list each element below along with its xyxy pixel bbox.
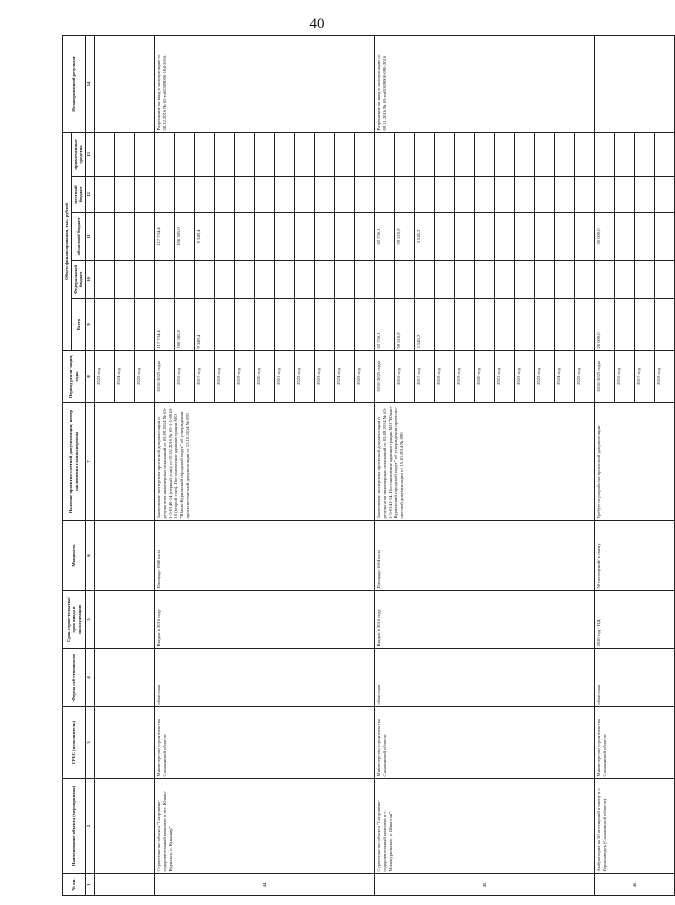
priv-cell [595, 132, 615, 176]
period-cell: 2023 год [95, 351, 115, 403]
mest-cell [235, 177, 255, 213]
period-cell: 2016-2025 годы [375, 351, 395, 403]
period-cell: 2019 год [235, 351, 255, 403]
object-power: Площадь-1940 кв.м [155, 521, 375, 591]
period-cell: 2016 год [175, 351, 195, 403]
fed-cell [635, 261, 655, 299]
object-result [595, 35, 675, 132]
object-documentation: Заключение экспертизы проектной документации и результатов инженерных изысканий от 03.09.2014 № 65-1-5-0141-14. Постановление администрации МО "Южно-Курильский городской округ" об утверждении проектно-сметной документации от 15.10.2014 № 890 [375, 403, 595, 521]
obl-cell: 108 385,0 [175, 213, 195, 261]
mest-cell [515, 177, 535, 213]
period-cell: 2021 год [275, 351, 295, 403]
object-name: Строительство объекта "Спортивно-оздоровительный комплекс в пгт. Южно-Курильск, о. Кунашир" [155, 779, 375, 874]
period-cell: 2025 год [355, 351, 375, 403]
object-documentation: Заключение экспертизы проектной документации и результатов инженерных изысканий от 05.09.2014 № 65-1-5-0140-14 (первый этап), от 01.02.2016 № 65-1-1-0018-16 (второй этап). Постановление администрации МО "Южно-Курильский городской округ" об утверждении проектно-сметной документации от 15.10.2014 № 891 [155, 403, 375, 521]
total-cell [635, 299, 655, 351]
mest-cell [155, 177, 175, 213]
total-cell [515, 299, 535, 351]
header-doc: Наличие проектно-сметной документации, номер заключения главэкспертизы [63, 403, 86, 521]
obl-cell: 9 349,4 [195, 213, 215, 261]
period-cell: 2025 год [135, 351, 155, 403]
obl-cell: 117 734,4 [155, 213, 175, 261]
fed-cell [595, 261, 615, 299]
total-cell [655, 299, 675, 351]
mest-cell [435, 177, 455, 213]
priv-cell [355, 132, 375, 176]
mest-cell [415, 177, 435, 213]
priv-cell [655, 132, 675, 176]
period-cell: 2024 год [555, 351, 575, 403]
object-power: Площадь-1664 кв.м [375, 521, 595, 591]
fed-cell [375, 261, 395, 299]
fed-cell [535, 261, 555, 299]
total-cell: 62 756,1 [375, 299, 395, 351]
object-grbs: Министерство строительства Сахалинской области [155, 707, 375, 779]
obl-cell [475, 213, 495, 261]
mest-cell [195, 177, 215, 213]
obl-cell [295, 213, 315, 261]
total-cell [315, 299, 335, 351]
fed-cell [275, 261, 295, 299]
fed-cell [215, 261, 235, 299]
header-row-1 [63, 35, 72, 895]
financing-table [62, 35, 675, 896]
priv-cell [535, 132, 555, 176]
priv-cell [235, 132, 255, 176]
period-cell: 2020 год [475, 351, 495, 403]
period-cell: 2024 год [115, 351, 135, 403]
total-cell [235, 299, 255, 351]
period-cell: 2017 год [415, 351, 435, 403]
header-result: Незавершенный результат [63, 35, 86, 132]
table-row [155, 35, 175, 895]
mest-cell [575, 177, 595, 213]
total-cell: 3 545,2 [415, 299, 435, 351]
obl-cell [235, 213, 255, 261]
fed-cell [175, 261, 195, 299]
col-num: 8 [86, 351, 95, 403]
obl-cell [535, 213, 555, 261]
rotated-table-wrapper [62, 36, 662, 896]
header-power: Мощность [63, 521, 86, 591]
obl-cell [575, 213, 595, 261]
table-row [375, 35, 395, 895]
col-num: 4 [86, 649, 95, 707]
period-cell: 2016-2025 годы [155, 351, 175, 403]
object-name: Амбулатория на 50 посещений в смену в г. Горнозаводск (Сахалинской области) [595, 779, 675, 874]
header-fed: Федеральный бюджет [71, 261, 85, 299]
priv-cell [495, 132, 515, 176]
obl-cell [315, 213, 335, 261]
obl-cell [355, 213, 375, 261]
priv-cell [155, 132, 175, 176]
obl-cell: 20 000,0 [595, 213, 615, 261]
mest-cell [335, 177, 355, 213]
fed-cell [575, 261, 595, 299]
priv-cell [395, 132, 415, 176]
obl-cell [615, 213, 635, 261]
object-result: Разрешение на ввод в эксплуатацию от 09.11.2016 № 65-ru65309000-090-2016 [375, 35, 595, 132]
object-form: областная [155, 649, 375, 707]
total-cell [255, 299, 275, 351]
fed-cell [615, 261, 635, 299]
mest-cell [375, 177, 395, 213]
object-name: Строительство объекта "Спортивно-оздоровительный комплекс в с. Малокурильское, о. Шикотан" [375, 779, 595, 874]
total-cell [535, 299, 555, 351]
period-cell: 2020 год [255, 351, 275, 403]
period-cell: 2016-2025 годы [595, 351, 615, 403]
period-cell: 2025 год [575, 351, 595, 403]
period-cell: 2017 год [195, 351, 215, 403]
object-number: 45. [375, 874, 595, 896]
mest-cell [635, 177, 655, 213]
period-cell: 2019 год [455, 351, 475, 403]
period-cell: 2018 год [215, 351, 235, 403]
col-num: 6 [86, 521, 95, 591]
mest-cell [475, 177, 495, 213]
object-grbs: Министерство строительства Сахалинской области [375, 707, 595, 779]
priv-cell [375, 132, 395, 176]
column-number-row [86, 35, 95, 895]
period-cell: 2022 год [295, 351, 315, 403]
priv-cell [635, 132, 655, 176]
mest-cell [655, 177, 675, 213]
mest-cell [495, 177, 515, 213]
header-mest: местный бюджет [71, 177, 85, 213]
col-num: 7 [86, 403, 95, 521]
header-grbs: ГРБС (исполнитель) [63, 707, 86, 779]
mest-cell [255, 177, 275, 213]
total-cell: 117 734,4 [155, 299, 175, 351]
header-financing: Объем финансирования, тыс. рублей [63, 132, 72, 350]
mest-cell [275, 177, 295, 213]
page-number: 40 [309, 16, 325, 32]
period-cell: 2021 год [495, 351, 515, 403]
mest-cell [615, 177, 635, 213]
fed-cell [155, 261, 175, 299]
priv-cell [575, 132, 595, 176]
total-cell [495, 299, 515, 351]
total-cell [215, 299, 235, 351]
fed-cell [415, 261, 435, 299]
period-cell: 2016 год [615, 351, 635, 403]
total-cell [455, 299, 475, 351]
col-num: 3 [86, 707, 95, 779]
object-number: 46. [595, 874, 675, 896]
header-term: Срок строи-тельства/ срок ввода в эксплуатацию [63, 591, 86, 649]
header-name: Наименование объекта (мероприятия) [63, 779, 86, 874]
obl-cell [215, 213, 235, 261]
total-cell [575, 299, 595, 351]
total-cell [275, 299, 295, 351]
total-cell [355, 299, 375, 351]
object-documentation: Требуется разработка проектной документации [595, 403, 675, 521]
fed-cell [195, 261, 215, 299]
fed-cell [295, 261, 315, 299]
period-cell: 2018 год [435, 351, 455, 403]
fed-cell [235, 261, 255, 299]
fed-cell [475, 261, 495, 299]
fed-cell [555, 261, 575, 299]
total-cell: 9 349,4 [195, 299, 215, 351]
obl-cell [655, 213, 675, 261]
obl-cell: 3 545,2 [415, 213, 435, 261]
fed-cell [315, 261, 335, 299]
period-cell: 2017 год [635, 351, 655, 403]
period-cell: 2023 год [315, 351, 335, 403]
col-num: 12 [86, 177, 95, 213]
header-priv: привлеченные средства [71, 132, 85, 176]
fed-cell [435, 261, 455, 299]
period-cell: 2023 год [535, 351, 555, 403]
obl-cell [335, 213, 355, 261]
obl-cell [495, 213, 515, 261]
object-term: Введен в 2016 году [155, 591, 375, 649]
priv-cell [315, 132, 335, 176]
obl-cell: 62 756,1 [375, 213, 395, 261]
priv-cell [335, 132, 355, 176]
mest-cell [175, 177, 195, 213]
header-num: № пп. [63, 874, 86, 896]
object-number: 44. [155, 874, 375, 896]
header-obl: областной бюджет [71, 213, 85, 261]
mest-cell [215, 177, 235, 213]
period-cell: 2024 год [335, 351, 355, 403]
table-row [95, 35, 115, 895]
priv-cell [195, 132, 215, 176]
priv-cell [555, 132, 575, 176]
period-cell: 2022 год [515, 351, 535, 403]
col-num: 10 [86, 261, 95, 299]
col-num: 14 [86, 35, 95, 132]
fed-cell [255, 261, 275, 299]
obl-cell [555, 213, 575, 261]
obl-cell [275, 213, 295, 261]
priv-cell [255, 132, 275, 176]
priv-cell [455, 132, 475, 176]
fed-cell [395, 261, 415, 299]
mest-cell [295, 177, 315, 213]
priv-cell [615, 132, 635, 176]
total-cell [295, 299, 315, 351]
total-cell [475, 299, 495, 351]
col-num: 11 [86, 213, 95, 261]
object-term: 2020 год - ПД [595, 591, 675, 649]
priv-cell [175, 132, 195, 176]
fed-cell [515, 261, 535, 299]
total-cell [555, 299, 575, 351]
col-num: 13 [86, 132, 95, 176]
object-grbs: Министерство строительства Сахалинской области [595, 707, 675, 779]
period-cell: 2018 год [655, 351, 675, 403]
object-result: Разрешение на ввод в эксплуатацию от 28.12.2016 № 65-ru65309000-104-2016. [155, 35, 375, 132]
total-cell [615, 299, 635, 351]
object-form: областная [375, 649, 595, 707]
priv-cell [415, 132, 435, 176]
mest-cell [315, 177, 335, 213]
obl-cell [455, 213, 475, 261]
col-num: 1 [86, 874, 95, 896]
obl-cell [255, 213, 275, 261]
priv-cell [215, 132, 235, 176]
mest-cell [535, 177, 555, 213]
header-form: Форма соб-ственности [63, 649, 86, 707]
obl-cell [635, 213, 655, 261]
total-cell [435, 299, 455, 351]
mest-cell [595, 177, 615, 213]
priv-cell [275, 132, 295, 176]
total-cell: 108 385,0 [175, 299, 195, 351]
header-total: Всего [71, 299, 85, 351]
obl-cell [515, 213, 535, 261]
priv-cell [435, 132, 455, 176]
object-term: Введен в 2016 году [375, 591, 595, 649]
mest-cell [455, 177, 475, 213]
period-cell: 2016 год [395, 351, 415, 403]
total-cell: 20 000,0 [595, 299, 615, 351]
fed-cell [495, 261, 515, 299]
header-period: Период реали-зации, годы [63, 351, 86, 403]
col-num: 2 [86, 779, 95, 874]
table-row [595, 35, 615, 895]
mest-cell [555, 177, 575, 213]
total-cell [335, 299, 355, 351]
fed-cell [655, 261, 675, 299]
priv-cell [515, 132, 535, 176]
total-cell: 59 210,9 [395, 299, 415, 351]
priv-cell [295, 132, 315, 176]
object-form: областная [595, 649, 675, 707]
fed-cell [335, 261, 355, 299]
obl-cell [435, 213, 455, 261]
fed-cell [455, 261, 475, 299]
mest-cell [395, 177, 415, 213]
col-num: 9 [86, 299, 95, 351]
mest-cell [355, 177, 375, 213]
obl-cell: 59 210,9 [395, 213, 415, 261]
object-power: 50 посещений/ в смену [595, 521, 675, 591]
col-num: 5 [86, 591, 95, 649]
fed-cell [355, 261, 375, 299]
priv-cell [475, 132, 495, 176]
